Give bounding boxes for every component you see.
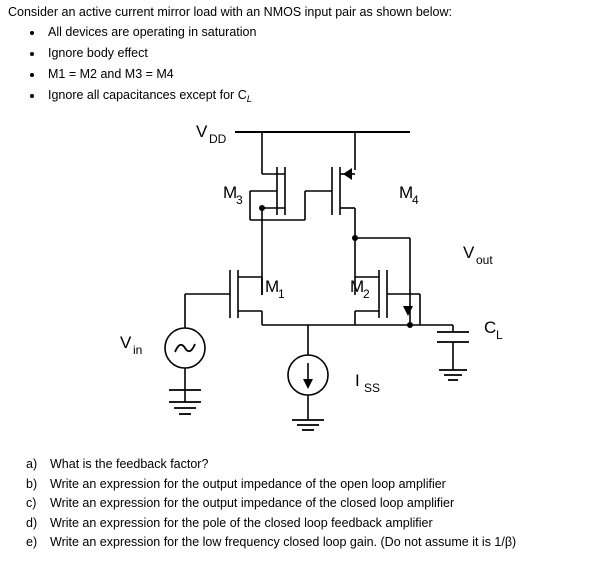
m4-label: M: [399, 183, 414, 202]
assumption-4: Ignore all capacitances except for C: [48, 88, 247, 102]
question-a-text: What is the feedback factor?: [50, 457, 209, 471]
question-d-text: Write an expression for the pole of the closed loop feedback amplifier: [50, 515, 433, 530]
list-item: [44, 43, 256, 64]
m2-arrow: [403, 306, 413, 316]
vdd-label: V: [196, 122, 208, 141]
question-b-label: b): [26, 476, 38, 491]
vdd-label-sub: DD: [209, 132, 227, 146]
assumption-2: Ignore body effect: [48, 46, 148, 60]
question-row: [26, 475, 586, 495]
iss-label: I: [355, 371, 360, 390]
question-row: [26, 494, 586, 514]
question-d-label: d): [26, 515, 38, 530]
m1-label-sub: 1: [278, 287, 285, 301]
list-item: [44, 64, 256, 85]
assumption-1: All devices are operating in saturation: [48, 25, 257, 39]
question-row: [26, 533, 586, 553]
m3-label-sub: 3: [236, 193, 243, 207]
vout-node-dot: [352, 235, 358, 241]
cl-label: C: [484, 318, 497, 337]
circuit-diagram: [0, 110, 606, 455]
m4-source-arrow: [343, 168, 352, 180]
cl-label-sub: L: [496, 328, 503, 342]
question-a-label: a): [26, 457, 38, 471]
question-e-label: e): [26, 535, 38, 549]
intro-text: Consider an active current mirror load with an NMOS input pair as shown below:: [8, 5, 452, 19]
m4-label-sub: 4: [412, 193, 419, 207]
vout-label-sub: out: [476, 253, 493, 267]
question-c-label: c): [26, 496, 37, 510]
vout-label: V: [463, 243, 475, 262]
questions-list: [26, 455, 586, 553]
m3-label: M: [223, 183, 238, 202]
vin-label: V: [120, 333, 132, 352]
question-b-text: Write an expression for the output impedance of the open loop amplifier: [50, 476, 446, 491]
assumption-4-sub: L: [246, 94, 252, 104]
m2-label: M: [350, 277, 365, 296]
iss-arrow-head: [303, 379, 313, 389]
m1-label: M: [265, 277, 280, 296]
question-e-text: Write an expression for the low frequency closed loop gain. (Do not assume it is 1/β): [50, 535, 517, 549]
vin-label-sub: in: [133, 343, 143, 357]
question-row: [26, 514, 586, 534]
assumptions-list: [26, 22, 256, 107]
question-c-text: Write an expression for the output impedance of the closed loop amplifier: [50, 496, 455, 510]
m3-diode-node-dot: [259, 205, 265, 211]
vin-sine-symbol: [175, 344, 195, 352]
m2-label-sub: 2: [363, 287, 370, 301]
question-row: [26, 455, 586, 475]
list-item: [44, 22, 256, 43]
iss-label-sub: SS: [364, 381, 381, 395]
list-item: [44, 85, 256, 107]
assumption-3: M1 = M2 and M3 = M4: [48, 67, 174, 81]
circuit-svg: [0, 110, 606, 455]
